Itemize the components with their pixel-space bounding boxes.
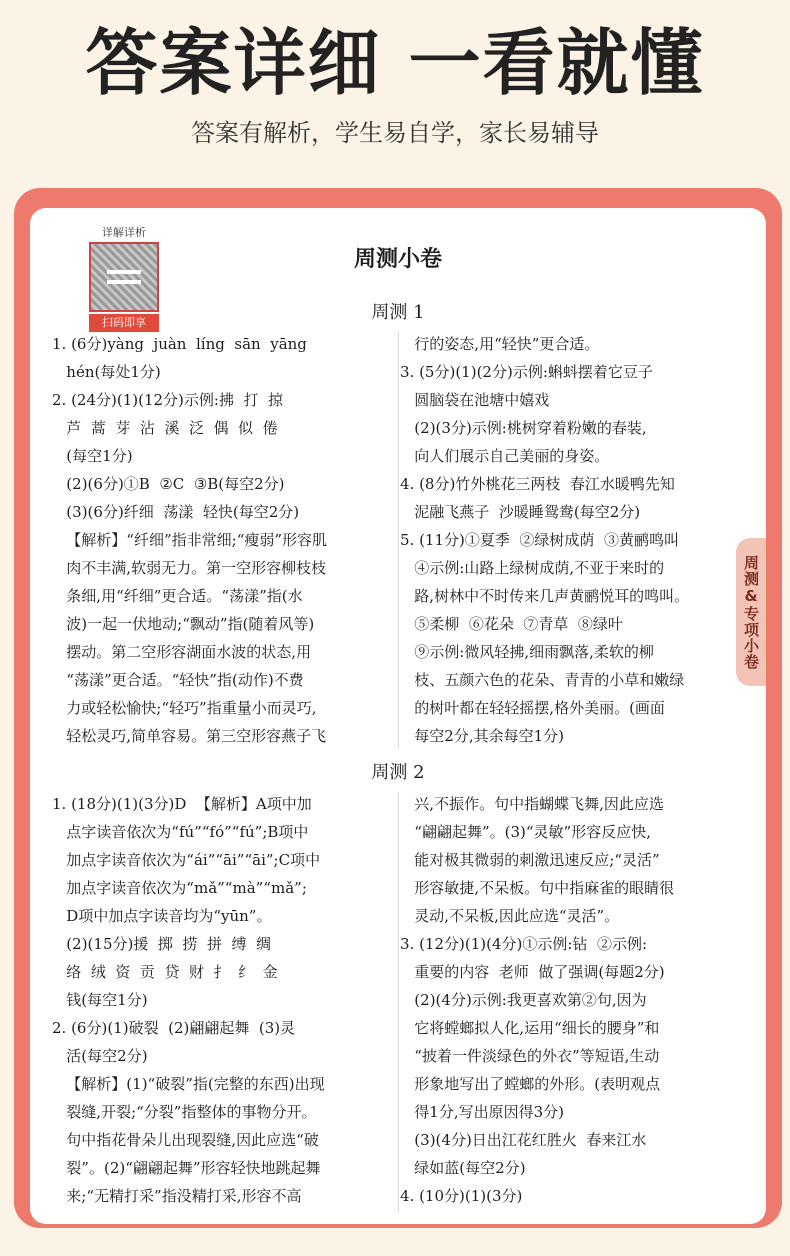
answer-line: 4. (10分)(1)(3分)	[400, 1187, 523, 1205]
answer-line: 加点字读音依次为“mǎ”“mà”“mǎ”;	[52, 879, 307, 897]
section2-right-column	[400, 790, 750, 1210]
answer-line: 条细,用“纤细”更合适。“荡漾”指(水	[52, 587, 303, 605]
answer-line: 圆脑袋在池塘中嬉戏	[400, 391, 550, 409]
answer-line: 兴,不振作。句中指蝴蝶飞舞,因此应选	[400, 795, 664, 813]
answer-line: “荡漾”更合适。“轻快”指(动作)不费	[52, 671, 304, 689]
answer-line: (3)(4分)日出江花红胜火 春来江水	[400, 1131, 647, 1149]
answer-line: 2. (6分)(1)破裂 (2)翩翩起舞 (3)灵	[52, 1019, 296, 1037]
answer-line: 1. (18分)(1)(3分)D 【解析】A项中加	[52, 795, 312, 813]
answer-line: (2)(3分)示例:桃树穿着粉嫩的春装,	[400, 419, 647, 437]
answer-line: 1. (6分)yàng juàn líng sān yāng	[52, 335, 307, 353]
hero-title: 答案详细 一看就懂	[85, 21, 705, 105]
answer-line: 加点字读音依次为“ái”“āi”“āi”;C项中	[52, 851, 321, 869]
section1-left-column	[52, 330, 398, 750]
answer-line: ④示例:山路上绿树成荫,不亚于来时的	[400, 559, 665, 577]
answer-line: 绿如蓝(每空2分)	[400, 1159, 526, 1177]
answer-line: 芦 蒿 芽 沾 溪 泛 偶 似 倦	[52, 419, 278, 437]
answer-sheet	[30, 208, 766, 1224]
answer-line: 行的姿态,用“轻快”更合适。	[400, 335, 600, 353]
answer-line: hén(每处1分)	[52, 363, 161, 381]
answer-line: 来;“无精打采”指没精打采,形容不高	[52, 1187, 302, 1205]
answer-line: 每空2分,其余每空1分)	[400, 727, 565, 745]
answer-line: 裂”。(2)“翩翩起舞”形容轻快地跳起舞	[52, 1159, 321, 1177]
answer-line: 得1分,写出原因得3分)	[400, 1103, 565, 1121]
answer-line: ⑨示例:微风轻拂,细雨飘落,柔软的柳	[400, 643, 654, 661]
answer-line: 力或轻松愉快;“轻巧”指重量小而灵巧,	[52, 699, 317, 717]
answer-line: 4. (8分)竹外桃花三两枝 春江水暖鸭先知	[400, 475, 675, 493]
answer-line: 它将螳螂拟人化,运用“细长的腰身”和	[400, 1019, 660, 1037]
answer-line: 钱(每空1分)	[52, 991, 148, 1009]
column-divider	[398, 792, 399, 1212]
section2-left-column	[52, 790, 398, 1210]
section1-right-column	[400, 330, 750, 750]
section-heading-2: 周测 2	[371, 762, 425, 783]
answer-line: 灵动,不呆板,因此应选“灵活”。	[400, 907, 620, 925]
answer-line: D项中加点字读音均为“yūn”。	[52, 907, 272, 925]
scan-button[interactable]: 扫码即享	[89, 314, 159, 332]
hero-subtitle: 答案有解析，学生易自学，家长易辅导	[191, 119, 599, 147]
answer-line: 波)一起一伏地动;“飘动”指(随着风等)	[52, 615, 315, 633]
answer-line: (2)(6分)①B ②C ③B(每空2分)	[52, 475, 285, 493]
answer-line: 5. (11分)①夏季 ②绿树成荫 ③黄鹂鸣叫	[400, 531, 679, 549]
answer-line: 【解析】“纤细”指非常细;“瘦弱”形容肌	[52, 531, 328, 549]
document-title: 周测小卷	[353, 247, 442, 272]
answer-line: (3)(6分)纤细 荡漾 轻快(每空2分)	[52, 503, 300, 521]
answer-line: 点字读音依次为“fú”“fó”“fú”;B项中	[52, 823, 309, 841]
answer-line: (2)(4分)示例:我更喜欢第②句,因为	[400, 991, 647, 1009]
answer-line: 【解析】(1)“破裂”指(完整的东西)出现	[52, 1075, 325, 1093]
qr-caption: 详解详析	[102, 226, 146, 239]
answer-line: “披着一件淡绿色的外衣”等短语,生动	[400, 1047, 660, 1065]
answer-line: 路,树林中不时传来几声黄鹂悦耳的鸣叫。	[400, 587, 690, 605]
answer-line: “翩翩起舞”。(3)“灵敏”形容反应快,	[400, 823, 651, 841]
answer-line: 的树叶都在轻轻摇摆,格外美丽。(画面	[400, 699, 665, 717]
answer-line: 2. (24分)(1)(12分)示例:拂 打 掠	[52, 391, 284, 409]
answer-line: 向人们展示自己美丽的身姿。	[400, 447, 610, 465]
answer-line: (每空1分)	[52, 447, 133, 465]
answer-line: 泥融飞燕子 沙暖睡鸳鸯(每空2分)	[400, 503, 641, 521]
answer-line: 肉不丰满,软弱无力。第一空形容柳枝枝	[52, 559, 327, 577]
answer-line: 摆动。第二空形容湖面水波的状态,用	[52, 643, 312, 661]
answer-line: 活(每空2分)	[52, 1047, 148, 1065]
answer-line: 重要的内容 老师 做了强调(每题2分)	[400, 963, 665, 981]
answer-line: 轻松灵巧,简单容易。第三空形容燕子飞	[52, 727, 327, 745]
answer-line: 裂缝,开裂;“分裂”指整体的事物分开。	[52, 1103, 317, 1121]
column-divider	[398, 332, 399, 748]
answer-line: 形容敏捷,不呆板。句中指麻雀的眼睛很	[400, 879, 675, 897]
answer-line: 形象地写出了螳螂的外形。(表明观点	[400, 1075, 661, 1093]
answer-line: 句中指花骨朵儿出现裂缝,因此应选“破	[52, 1131, 319, 1149]
side-tab-weekly-test[interactable]: 周测&专项小卷	[736, 538, 766, 686]
answer-line: (2)(15分)援 掷 捞 拼 缚 绸	[52, 935, 272, 953]
answer-line: 能对极其微弱的刺激迅速反应;“灵活”	[400, 851, 660, 869]
answer-line: ⑤柔柳 ⑥花朵 ⑦青草 ⑧绿叶	[400, 615, 623, 633]
answer-line: 3. (5分)(1)(2分)示例:蝌蚪摆着它豆子	[400, 363, 653, 381]
answer-line: 枝、五颜六色的花朵、青青的小草和嫩绿	[400, 671, 685, 689]
section-heading-1: 周测 1	[371, 302, 425, 323]
answer-line: 络 绒 资 贡 贷 财 扌 纟 金	[52, 963, 278, 981]
answer-line: 3. (12分)(1)(4分)①示例:钻 ②示例:	[400, 935, 648, 953]
